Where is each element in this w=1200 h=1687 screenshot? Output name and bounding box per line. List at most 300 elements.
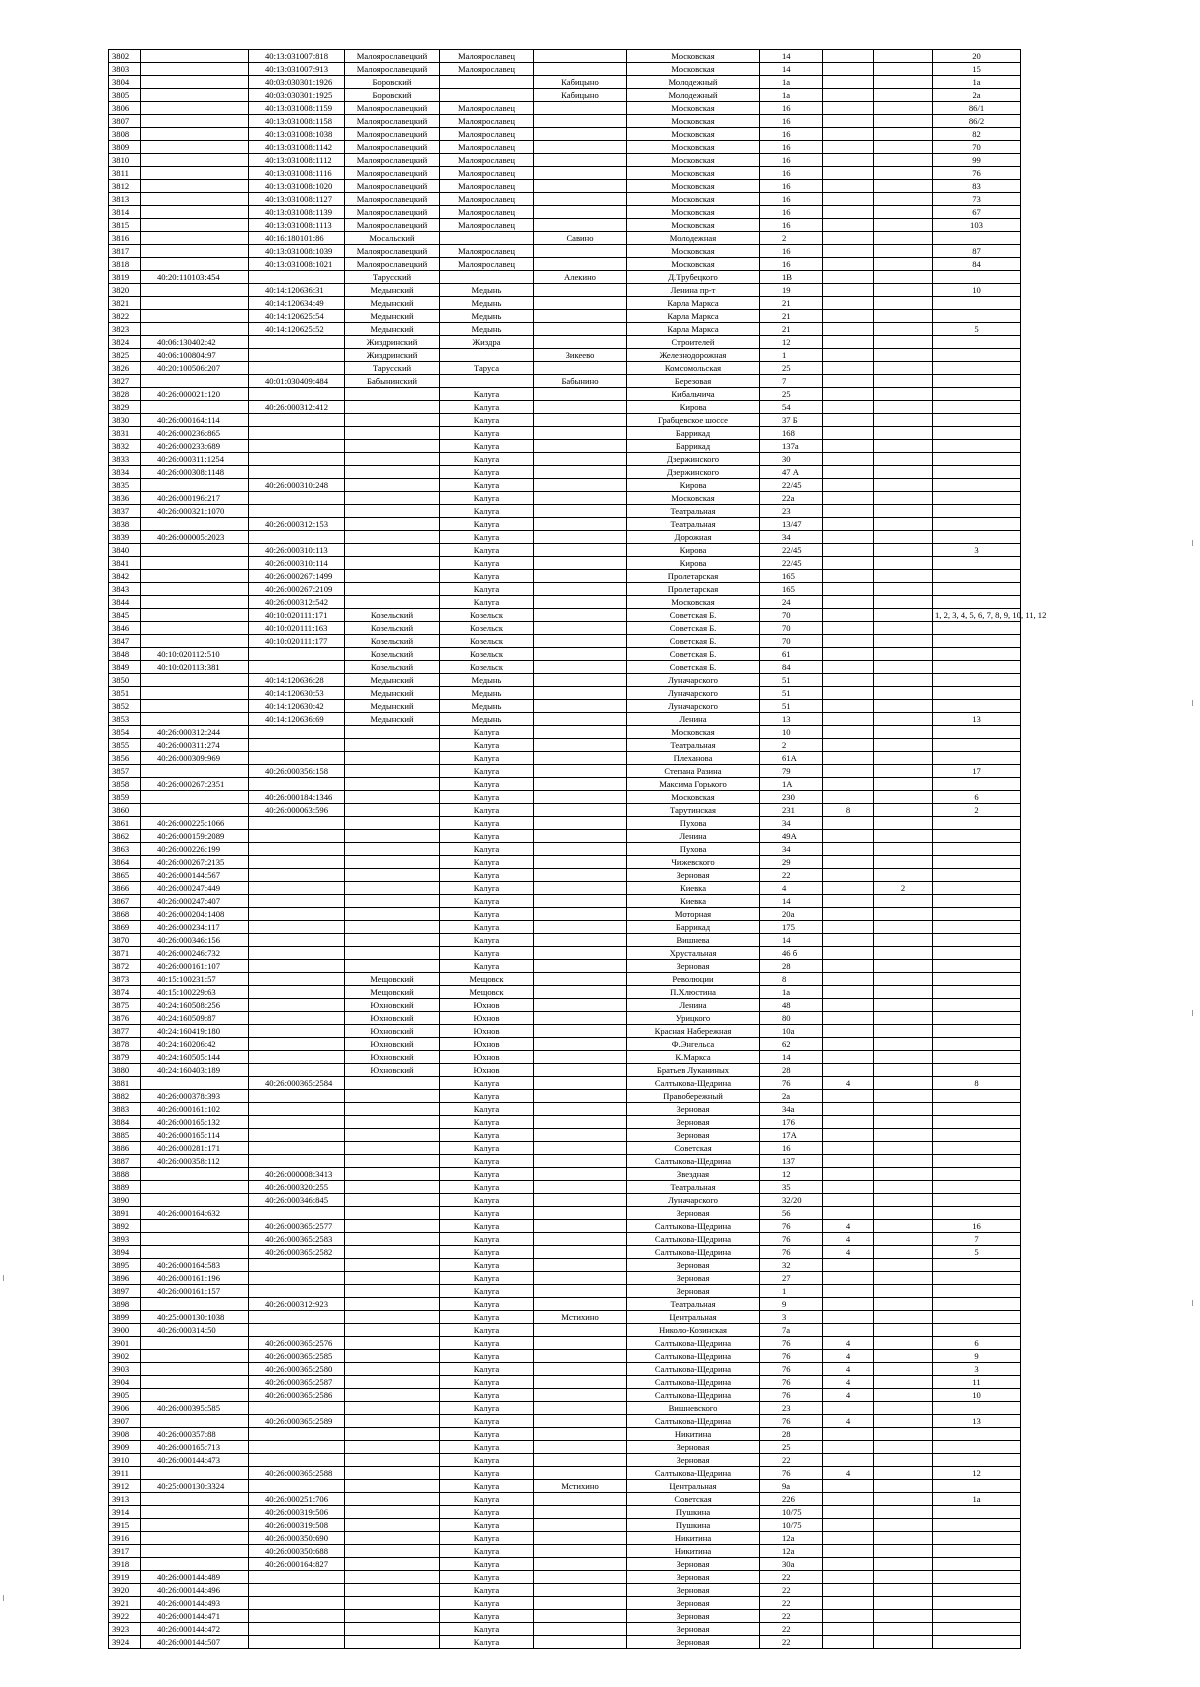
building-cell bbox=[823, 778, 874, 791]
table-row bbox=[109, 1402, 1021, 1415]
district-cell: Мещовский bbox=[345, 986, 440, 999]
district-cell bbox=[345, 518, 440, 531]
building-cell bbox=[823, 752, 874, 765]
settlement-cell bbox=[534, 1207, 627, 1220]
city-cell: Юхнов bbox=[440, 1064, 534, 1077]
district-cell: Медынский bbox=[345, 284, 440, 297]
room-cell bbox=[933, 1623, 1021, 1636]
room-cell bbox=[933, 648, 1021, 661]
row-number-cell: 3820 bbox=[109, 284, 141, 297]
apartment-cell bbox=[874, 557, 933, 570]
room-cell bbox=[933, 1103, 1021, 1116]
land-cadastral-cell bbox=[141, 232, 249, 245]
street-cell: Карла Маркса bbox=[627, 323, 760, 336]
city-cell: Медынь bbox=[440, 700, 534, 713]
row-number-cell: 3810 bbox=[109, 154, 141, 167]
row-number-cell: 3886 bbox=[109, 1142, 141, 1155]
room-cell: 15 bbox=[933, 63, 1021, 76]
district-cell: Малоярославецкий bbox=[345, 128, 440, 141]
apartment-cell bbox=[874, 1207, 933, 1220]
land-cadastral-cell: 40:26:000358:112 bbox=[141, 1155, 249, 1168]
building-cadastral-cell bbox=[249, 1051, 345, 1064]
row-number-cell: 3916 bbox=[109, 1532, 141, 1545]
settlement-cell bbox=[534, 219, 627, 232]
street-cell: Салтыкова-Щедрина bbox=[627, 1233, 760, 1246]
row-number-cell: 3811 bbox=[109, 167, 141, 180]
city-cell: Калуга bbox=[440, 557, 534, 570]
land-cadastral-cell bbox=[141, 180, 249, 193]
building-cell bbox=[823, 1285, 874, 1298]
apartment-cell bbox=[874, 440, 933, 453]
house-cell: 22 bbox=[760, 1571, 823, 1584]
district-cell: Малоярославецкий bbox=[345, 219, 440, 232]
land-cadastral-cell bbox=[141, 700, 249, 713]
room-cell: 12 bbox=[933, 1467, 1021, 1480]
district-cell bbox=[345, 752, 440, 765]
land-cadastral-cell bbox=[141, 154, 249, 167]
city-cell: Калуга bbox=[440, 752, 534, 765]
apartment-cell bbox=[874, 1597, 933, 1610]
building-cell bbox=[823, 1025, 874, 1038]
apartment-cell bbox=[874, 1623, 933, 1636]
house-cell: 137а bbox=[760, 440, 823, 453]
table-row bbox=[109, 375, 1021, 388]
land-cadastral-cell: 40:26:000164:583 bbox=[141, 1259, 249, 1272]
settlement-cell bbox=[534, 1376, 627, 1389]
apartment-cell bbox=[874, 726, 933, 739]
house-cell: 22/45 bbox=[760, 557, 823, 570]
street-cell: Салтыкова-Щедрина bbox=[627, 1337, 760, 1350]
room-cell bbox=[933, 531, 1021, 544]
building-cadastral-cell: 40:13:031007:818 bbox=[249, 50, 345, 63]
land-cadastral-cell: 40:06:130402:42 bbox=[141, 336, 249, 349]
building-cadastral-cell: 40:13:031008:1021 bbox=[249, 258, 345, 271]
house-cell: 80 bbox=[760, 1012, 823, 1025]
apartment-cell bbox=[874, 622, 933, 635]
land-cadastral-cell: 40:06:100804:97 bbox=[141, 349, 249, 362]
room-cell bbox=[933, 271, 1021, 284]
land-cadastral-cell: 40:24:160419:180 bbox=[141, 1025, 249, 1038]
row-number-cell: 3817 bbox=[109, 245, 141, 258]
apartment-cell bbox=[874, 700, 933, 713]
room-cell bbox=[933, 466, 1021, 479]
table-row bbox=[109, 1389, 1021, 1402]
building-cell bbox=[823, 362, 874, 375]
street-cell: Луначарского bbox=[627, 674, 760, 687]
settlement-cell bbox=[534, 1012, 627, 1025]
apartment-cell bbox=[874, 583, 933, 596]
district-cell bbox=[345, 1428, 440, 1441]
land-cadastral-cell: 40:26:000005:2023 bbox=[141, 531, 249, 544]
city-cell: Калуга bbox=[440, 1519, 534, 1532]
city-cell: Калуга bbox=[440, 921, 534, 934]
building-cell bbox=[823, 466, 874, 479]
room-cell bbox=[933, 401, 1021, 414]
city-cell bbox=[440, 76, 534, 89]
city-cell: Мещовск bbox=[440, 973, 534, 986]
row-number-cell: 3891 bbox=[109, 1207, 141, 1220]
table-row bbox=[109, 1194, 1021, 1207]
apartment-cell bbox=[874, 1116, 933, 1129]
land-cadastral-cell bbox=[141, 1415, 249, 1428]
city-cell: Юхнов bbox=[440, 1025, 534, 1038]
building-cadastral-cell: 40:26:000267:2109 bbox=[249, 583, 345, 596]
building-cadastral-cell: 40:13:031008:1112 bbox=[249, 154, 345, 167]
land-cadastral-cell bbox=[141, 791, 249, 804]
building-cadastral-cell bbox=[249, 1441, 345, 1454]
table-row bbox=[109, 479, 1021, 492]
table-row bbox=[109, 505, 1021, 518]
row-number-cell: 3888 bbox=[109, 1168, 141, 1181]
building-cadastral-cell bbox=[249, 1480, 345, 1493]
city-cell: Таруса bbox=[440, 362, 534, 375]
building-cadastral-cell bbox=[249, 869, 345, 882]
building-cadastral-cell: 40:26:000356:158 bbox=[249, 765, 345, 778]
house-cell: 76 bbox=[760, 1467, 823, 1480]
street-cell: Московская bbox=[627, 791, 760, 804]
building-cadastral-cell bbox=[249, 1207, 345, 1220]
apartment-cell bbox=[874, 362, 933, 375]
table-row bbox=[109, 817, 1021, 830]
apartment-cell bbox=[874, 856, 933, 869]
building-cadastral-cell bbox=[249, 1012, 345, 1025]
house-cell: 16 bbox=[760, 193, 823, 206]
district-cell bbox=[345, 804, 440, 817]
district-cell bbox=[345, 1194, 440, 1207]
building-cell bbox=[823, 284, 874, 297]
table-row bbox=[109, 882, 1021, 895]
room-cell: 82 bbox=[933, 128, 1021, 141]
row-number-cell: 3864 bbox=[109, 856, 141, 869]
house-cell: 51 bbox=[760, 674, 823, 687]
apartment-cell bbox=[874, 1324, 933, 1337]
apartment-cell bbox=[874, 1532, 933, 1545]
city-cell: Козельск bbox=[440, 635, 534, 648]
house-cell: 48 bbox=[760, 999, 823, 1012]
building-cell bbox=[823, 882, 874, 895]
house-cell: 16 bbox=[760, 115, 823, 128]
city-cell: Калуга bbox=[440, 414, 534, 427]
building-cell bbox=[823, 986, 874, 999]
table-row bbox=[109, 1558, 1021, 1571]
row-number-cell: 3876 bbox=[109, 1012, 141, 1025]
city-cell: Калуга bbox=[440, 1415, 534, 1428]
apartment-cell bbox=[874, 1506, 933, 1519]
house-cell: 16 bbox=[760, 245, 823, 258]
house-cell: 10/75 bbox=[760, 1519, 823, 1532]
row-number-cell: 3851 bbox=[109, 687, 141, 700]
district-cell bbox=[345, 1207, 440, 1220]
apartment-cell bbox=[874, 63, 933, 76]
city-cell: Малоярославец bbox=[440, 258, 534, 271]
city-cell: Малоярославец bbox=[440, 219, 534, 232]
building-cell bbox=[823, 1623, 874, 1636]
building-cell: 4 bbox=[823, 1337, 874, 1350]
city-cell: Калуга bbox=[440, 401, 534, 414]
building-cell bbox=[823, 1116, 874, 1129]
land-cadastral-cell: 40:26:000311:1254 bbox=[141, 453, 249, 466]
building-cell bbox=[823, 713, 874, 726]
table-row bbox=[109, 1636, 1021, 1649]
house-cell: 3 bbox=[760, 1311, 823, 1324]
street-cell: Пухова bbox=[627, 843, 760, 856]
district-cell: Малоярославецкий bbox=[345, 193, 440, 206]
settlement-cell bbox=[534, 1077, 627, 1090]
room-cell bbox=[933, 414, 1021, 427]
city-cell: Калуга bbox=[440, 479, 534, 492]
street-cell: Кирова bbox=[627, 479, 760, 492]
apartment-cell bbox=[874, 1181, 933, 1194]
house-cell: 230 bbox=[760, 791, 823, 804]
street-cell: Хрустальная bbox=[627, 947, 760, 960]
settlement-cell bbox=[534, 1181, 627, 1194]
room-cell bbox=[933, 986, 1021, 999]
land-cadastral-cell bbox=[141, 570, 249, 583]
settlement-cell bbox=[534, 453, 627, 466]
building-cadastral-cell: 40:13:031008:1127 bbox=[249, 193, 345, 206]
table-row bbox=[109, 752, 1021, 765]
street-cell: Салтыкова-Щедрина bbox=[627, 1376, 760, 1389]
street-cell: Березовая bbox=[627, 375, 760, 388]
apartment-cell bbox=[874, 414, 933, 427]
street-cell: Московская bbox=[627, 596, 760, 609]
building-cadastral-cell bbox=[249, 830, 345, 843]
building-cadastral-cell: 40:26:000320:255 bbox=[249, 1181, 345, 1194]
row-number-cell: 3840 bbox=[109, 544, 141, 557]
room-cell bbox=[933, 1441, 1021, 1454]
row-number-cell: 3807 bbox=[109, 115, 141, 128]
room-cell bbox=[933, 1636, 1021, 1649]
district-cell bbox=[345, 1376, 440, 1389]
row-number-cell: 3885 bbox=[109, 1129, 141, 1142]
house-cell: 47 А bbox=[760, 466, 823, 479]
land-cadastral-cell: 40:26:000144:489 bbox=[141, 1571, 249, 1584]
room-cell: 17 bbox=[933, 765, 1021, 778]
land-cadastral-cell: 40:26:000246:732 bbox=[141, 947, 249, 960]
settlement-cell bbox=[534, 1610, 627, 1623]
row-number-cell: 3883 bbox=[109, 1103, 141, 1116]
table-row bbox=[109, 1441, 1021, 1454]
city-cell: Калуга bbox=[440, 1506, 534, 1519]
settlement-cell bbox=[534, 1428, 627, 1441]
room-cell bbox=[933, 778, 1021, 791]
settlement-cell bbox=[534, 635, 627, 648]
building-cadastral-cell bbox=[249, 388, 345, 401]
land-cadastral-cell bbox=[141, 63, 249, 76]
room-cell bbox=[933, 726, 1021, 739]
city-cell: Малоярославец bbox=[440, 63, 534, 76]
apartment-cell bbox=[874, 791, 933, 804]
room-cell bbox=[933, 687, 1021, 700]
house-cell: 14 bbox=[760, 934, 823, 947]
street-cell: Кирова bbox=[627, 557, 760, 570]
room-cell bbox=[933, 739, 1021, 752]
city-cell: Калуга bbox=[440, 1350, 534, 1363]
district-cell bbox=[345, 1363, 440, 1376]
district-cell bbox=[345, 492, 440, 505]
apartment-cell bbox=[874, 934, 933, 947]
city-cell bbox=[440, 271, 534, 284]
land-cadastral-cell: 40:26:000247:407 bbox=[141, 895, 249, 908]
city-cell: Юхнов bbox=[440, 1051, 534, 1064]
building-cell bbox=[823, 1558, 874, 1571]
table-row bbox=[109, 687, 1021, 700]
street-cell: Московская bbox=[627, 258, 760, 271]
building-cadastral-cell: 40:10:020111:171 bbox=[249, 609, 345, 622]
room-cell bbox=[933, 349, 1021, 362]
settlement-cell bbox=[534, 1467, 627, 1480]
building-cadastral-cell: 40:14:120625:54 bbox=[249, 310, 345, 323]
street-cell: Николо-Козинская bbox=[627, 1324, 760, 1337]
district-cell: Медынский bbox=[345, 297, 440, 310]
room-cell bbox=[933, 908, 1021, 921]
district-cell bbox=[345, 1545, 440, 1558]
row-number-cell: 3921 bbox=[109, 1597, 141, 1610]
table-row bbox=[109, 89, 1021, 102]
table-row bbox=[109, 869, 1021, 882]
street-cell: Молодежная bbox=[627, 232, 760, 245]
land-cadastral-cell bbox=[141, 674, 249, 687]
land-cadastral-cell bbox=[141, 622, 249, 635]
row-number-cell: 3828 bbox=[109, 388, 141, 401]
apartment-cell bbox=[874, 1571, 933, 1584]
settlement-cell bbox=[534, 1090, 627, 1103]
street-cell: Пушкина bbox=[627, 1506, 760, 1519]
building-cell bbox=[823, 921, 874, 934]
row-number-cell: 3865 bbox=[109, 869, 141, 882]
building-cell: 4 bbox=[823, 1350, 874, 1363]
land-cadastral-cell: 40:26:000144:493 bbox=[141, 1597, 249, 1610]
district-cell bbox=[345, 479, 440, 492]
settlement-cell bbox=[534, 63, 627, 76]
settlement-cell: Мстихино bbox=[534, 1311, 627, 1324]
land-cadastral-cell: 40:25:000130:3324 bbox=[141, 1480, 249, 1493]
table-row bbox=[109, 297, 1021, 310]
room-cell: 13 bbox=[933, 1415, 1021, 1428]
apartment-cell bbox=[874, 661, 933, 674]
district-cell bbox=[345, 388, 440, 401]
apartment-cell bbox=[874, 505, 933, 518]
room-cell bbox=[933, 1259, 1021, 1272]
settlement-cell bbox=[534, 258, 627, 271]
land-cadastral-cell bbox=[141, 401, 249, 414]
room-cell bbox=[933, 1324, 1021, 1337]
building-cadastral-cell bbox=[249, 1142, 345, 1155]
district-cell: Малоярославецкий bbox=[345, 102, 440, 115]
house-cell: 12 bbox=[760, 1168, 823, 1181]
land-cadastral-cell bbox=[141, 323, 249, 336]
land-cadastral-cell bbox=[141, 479, 249, 492]
street-cell: Зерновая bbox=[627, 1584, 760, 1597]
room-cell bbox=[933, 895, 1021, 908]
apartment-cell bbox=[874, 1272, 933, 1285]
street-cell: Зерновая bbox=[627, 1597, 760, 1610]
settlement-cell bbox=[534, 830, 627, 843]
building-cell bbox=[823, 1493, 874, 1506]
table-row bbox=[109, 141, 1021, 154]
settlement-cell bbox=[534, 895, 627, 908]
building-cadastral-cell: 40:26:000164:827 bbox=[249, 1558, 345, 1571]
row-number-cell: 3911 bbox=[109, 1467, 141, 1480]
settlement-cell: Бабынино bbox=[534, 375, 627, 388]
apartment-cell bbox=[874, 1246, 933, 1259]
building-cell bbox=[823, 1532, 874, 1545]
room-cell bbox=[933, 622, 1021, 635]
house-cell: 62 bbox=[760, 1038, 823, 1051]
city-cell: Малоярославец bbox=[440, 128, 534, 141]
city-cell: Калуга bbox=[440, 388, 534, 401]
street-cell: Звездная bbox=[627, 1168, 760, 1181]
building-cell: 4 bbox=[823, 1246, 874, 1259]
building-cell bbox=[823, 700, 874, 713]
room-cell: 13 bbox=[933, 713, 1021, 726]
land-cadastral-cell bbox=[141, 765, 249, 778]
building-cell bbox=[823, 63, 874, 76]
table-row bbox=[109, 960, 1021, 973]
apartment-cell bbox=[874, 648, 933, 661]
row-number-cell: 3819 bbox=[109, 271, 141, 284]
house-cell: 1 bbox=[760, 349, 823, 362]
settlement-cell bbox=[534, 713, 627, 726]
district-cell bbox=[345, 791, 440, 804]
street-cell: Зерновая bbox=[627, 1610, 760, 1623]
building-cell: 8 bbox=[823, 804, 874, 817]
table-row bbox=[109, 232, 1021, 245]
city-cell: Калуга bbox=[440, 1441, 534, 1454]
settlement-cell bbox=[534, 1350, 627, 1363]
street-cell: Баррикад bbox=[627, 921, 760, 934]
row-number-cell: 3821 bbox=[109, 297, 141, 310]
land-cadastral-cell bbox=[141, 544, 249, 557]
row-number-cell: 3903 bbox=[109, 1363, 141, 1376]
row-number-cell: 3892 bbox=[109, 1220, 141, 1233]
table-row bbox=[109, 245, 1021, 258]
row-number-cell: 3832 bbox=[109, 440, 141, 453]
apartment-cell bbox=[874, 1298, 933, 1311]
land-cadastral-cell: 40:26:000165:132 bbox=[141, 1116, 249, 1129]
building-cadastral-cell: 40:14:120636:31 bbox=[249, 284, 345, 297]
land-cadastral-cell: 40:26:000267:2351 bbox=[141, 778, 249, 791]
settlement-cell bbox=[534, 167, 627, 180]
house-cell: 21 bbox=[760, 310, 823, 323]
table-row bbox=[109, 76, 1021, 89]
city-cell: Калуга bbox=[440, 1584, 534, 1597]
house-cell: 1 bbox=[760, 1285, 823, 1298]
district-cell bbox=[345, 765, 440, 778]
settlement-cell bbox=[534, 934, 627, 947]
city-cell: Козельск bbox=[440, 661, 534, 674]
apartment-cell bbox=[874, 1090, 933, 1103]
room-cell: 16 bbox=[933, 1220, 1021, 1233]
row-number-cell: 3839 bbox=[109, 531, 141, 544]
table-row bbox=[109, 1571, 1021, 1584]
table-row bbox=[109, 115, 1021, 128]
room-cell bbox=[933, 843, 1021, 856]
table-row bbox=[109, 674, 1021, 687]
building-cell bbox=[823, 635, 874, 648]
land-cadastral-cell: 40:26:000196:217 bbox=[141, 492, 249, 505]
apartment-cell bbox=[874, 518, 933, 531]
land-cadastral-cell: 40:26:000346:156 bbox=[141, 934, 249, 947]
room-cell bbox=[933, 817, 1021, 830]
room-cell: 5 bbox=[933, 323, 1021, 336]
room-cell bbox=[933, 1311, 1021, 1324]
row-number-cell: 3900 bbox=[109, 1324, 141, 1337]
street-cell: Театральная bbox=[627, 505, 760, 518]
row-number-cell: 3870 bbox=[109, 934, 141, 947]
settlement-cell bbox=[534, 206, 627, 219]
building-cadastral-cell bbox=[249, 778, 345, 791]
